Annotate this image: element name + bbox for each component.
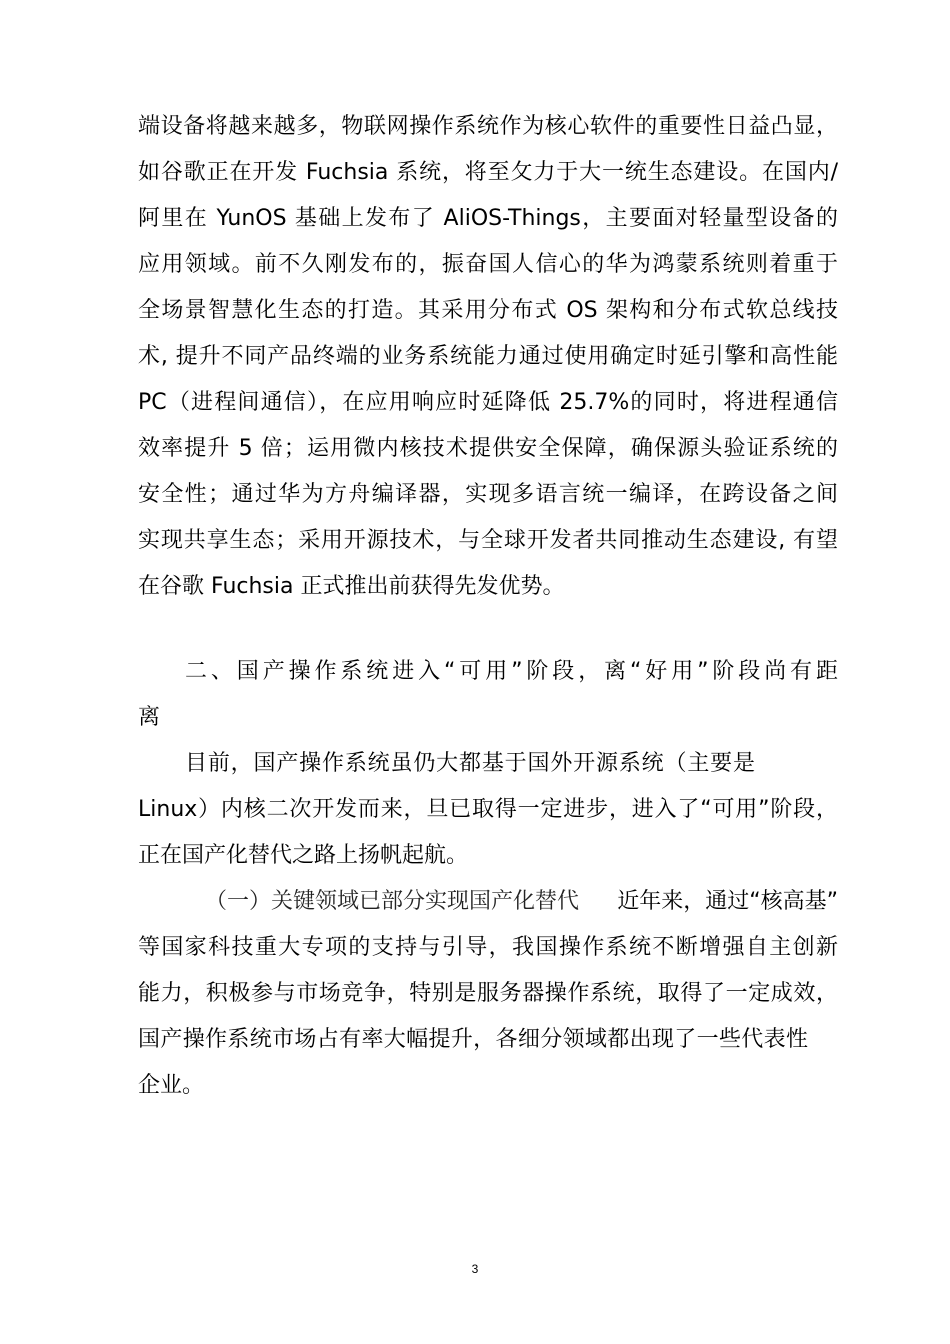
paragraph-1-line-1: 端设备将越来越多，物联网操作系统作为核心软件的重要性日益凸显， (138, 114, 838, 139)
paragraph-1-line-2: 如谷歌正在开发 Fuchsia 系统，将至攵力于大一统生态建设。在国内/ (138, 160, 838, 185)
paragraph-1-line-11: 在谷歌 Fuchsia 正式推出前获得先发优势。 (138, 574, 565, 599)
paragraph-2-line-3: 正在国产化替代之路上扬帆起航。 (138, 843, 469, 868)
paragraph-1-line-9: 安全性；通过华为方舟编译器，实现多语言统一编译，在跨设备之间 (138, 482, 838, 507)
paragraph-1-line-8: 效率提升 5 倍；运用微内核技术提供安全保障，确保源头验证系统的 (138, 436, 838, 461)
subsection-heading: （一）关键领域已部分实现国产化替代 (205, 889, 580, 914)
paragraph-1-line-5: 全场景智慧化生态的打造。其采用分布式 OS 架构和分布式软总线技 (138, 298, 838, 323)
paragraph-2-line-1: 目前，国产操作系统虽仍大都基于国外开源系统（主要是 (185, 751, 755, 776)
paragraph-2-line-2: Linux）内核二次开发而来，旦已取得一定进步，进入了“可用”阶段， (138, 797, 838, 822)
paragraph-3-line-5: 企业。 (138, 1073, 205, 1098)
section-heading-line-1: 二、国产操作系统进入“可用”阶段，离“好用”阶段尚有距 (185, 659, 838, 684)
section-heading-line-2: 离 (138, 705, 161, 730)
page-number: 3 (471, 1262, 479, 1276)
paragraph-1-line-4: 应用领域。前不久刚发布的，振奋国人信心的华为鸿蒙系统则着重于 (138, 252, 838, 277)
paragraph-3-line-1 (205, 888, 838, 916)
paragraph-1-line-3: 阿里在 YunOS 基础上发布了 AliOS-Things，主要面对轻量型设备的 (138, 206, 838, 231)
paragraph-3-line-3: 能力，积极参与市场竞争，特别是服务器操作系统，取得了一定成效， (138, 981, 838, 1006)
paragraph-1-line-10: 实现共享生态；采用开源技术，与全球开发者共同推动生态建设, 有望 (138, 528, 838, 553)
paragraph-1-line-7: PC（进程间通信），在应用响应时延降低 25.7%的同时，将进程通信 (138, 390, 838, 415)
paragraph-1-line-6: 术, 提升不同产品终端的业务系统能力通过使用确定时延引擎和高性能 (138, 344, 838, 369)
paragraph-3-line-2: 等国家科技重大专项的支持与引导，我国操作系统不断增强自主创新 (138, 935, 838, 960)
paragraph-3-line-4: 国产操作系统市场占有率大幅提升，各细分领域都出现了一些代表性 (138, 1027, 808, 1052)
paragraph-3-lead-text: 近年来，通过“核高基” (617, 889, 838, 914)
